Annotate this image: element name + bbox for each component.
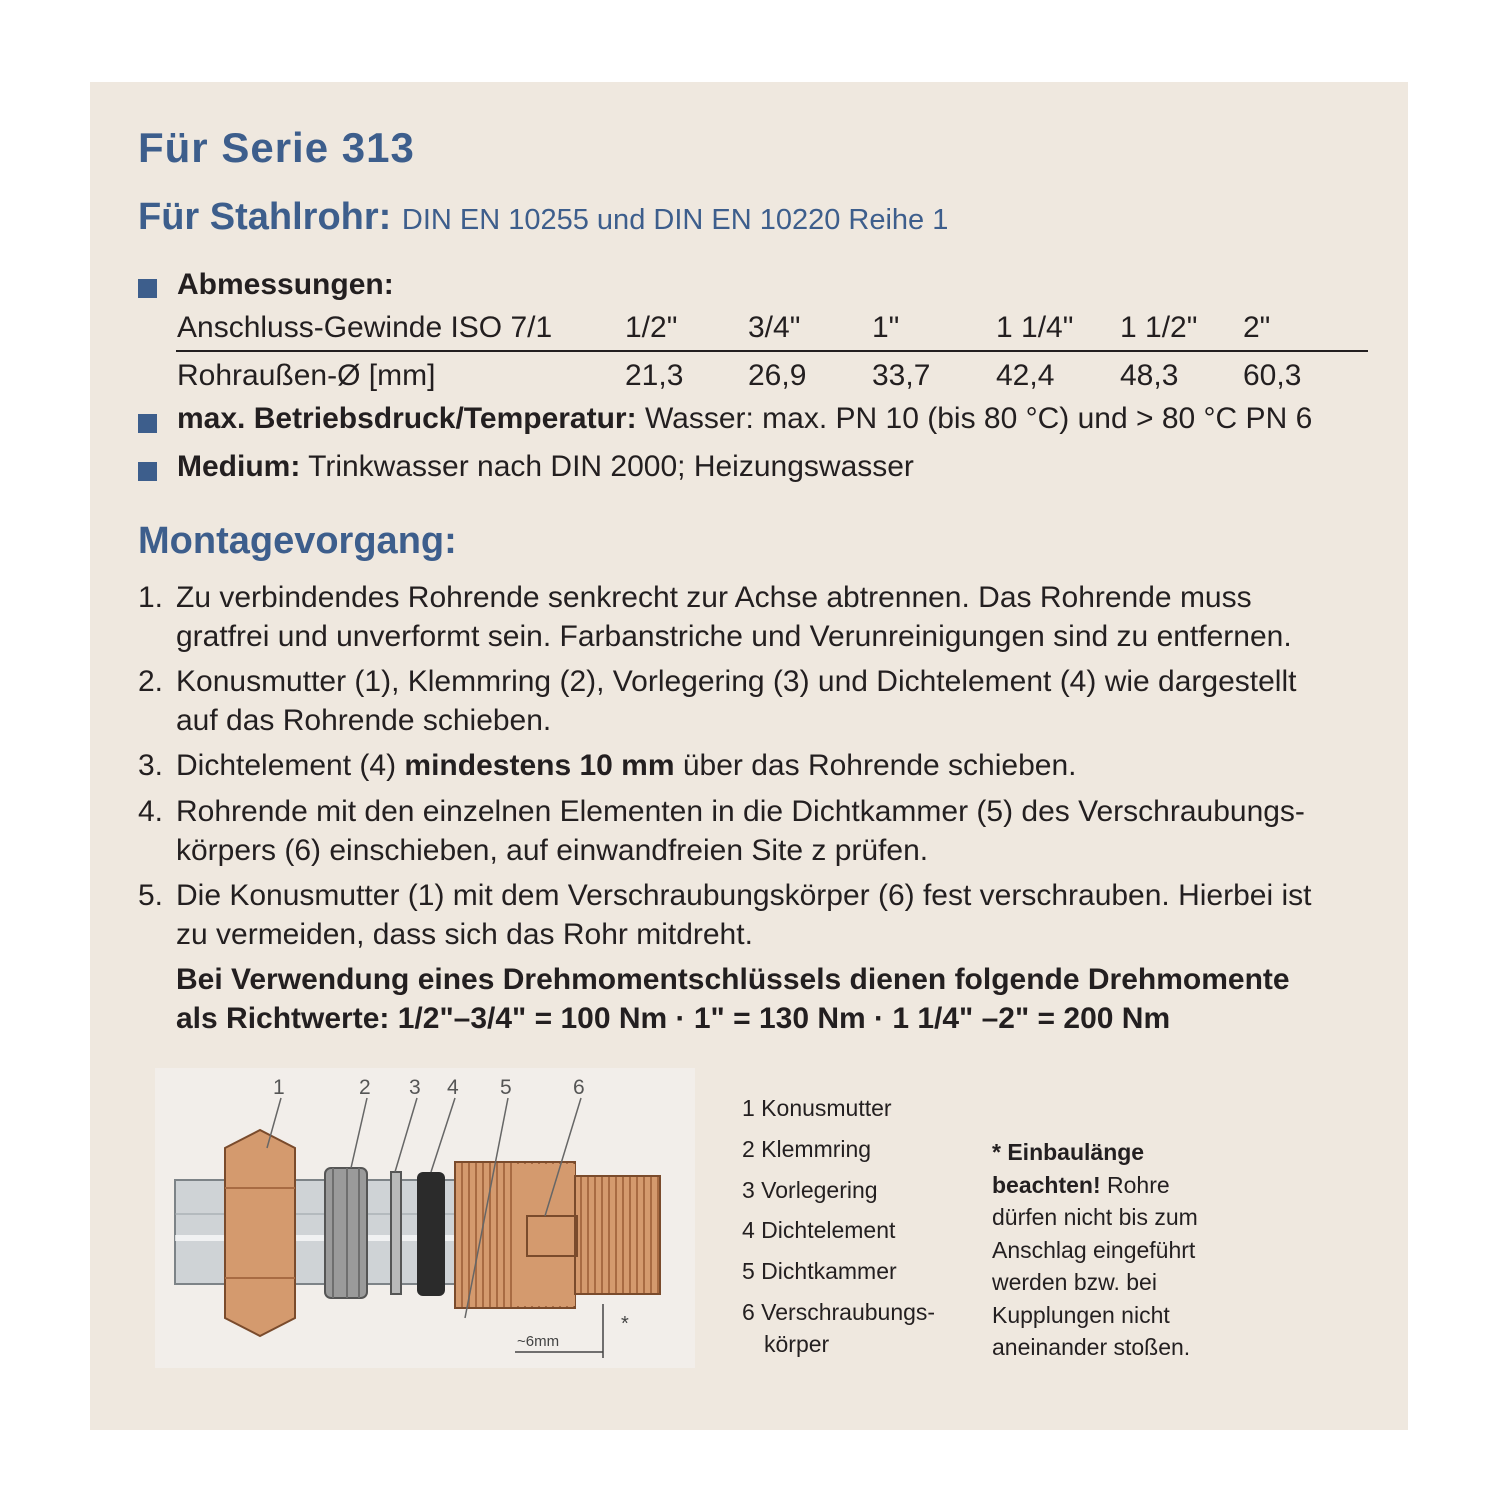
page-title: Für Serie 313 (138, 124, 415, 171)
torque-line: als Richtwerte: 1/2"–3/4" = 100 Nm · 1" = 130 Nm · 1 1/4" –2" = 200 Nm (176, 1002, 1171, 1035)
subtitle (138, 196, 948, 239)
step-number: 5. (138, 879, 164, 912)
note-line: Anschlag eingeführt (992, 1236, 1196, 1263)
dimension-label: ~6mm (517, 1333, 560, 1350)
step-text: auf das Rohrende schieben. (176, 704, 552, 737)
thread-size: 1" (872, 311, 900, 344)
step-number: 2. (138, 665, 164, 698)
medium-value: Trinkwasser nach DIN 2000; Heizungswasser (308, 450, 914, 483)
bullet-square-icon (138, 462, 157, 481)
note-line: * Einbaulänge (992, 1139, 1145, 1165)
legend-item: 3 Vorlegering (742, 1177, 878, 1203)
pre-ring (391, 1172, 401, 1294)
note-text: Rohre (1100, 1171, 1170, 1198)
step-text: gratfrei und unverformt sein. Farbanstriche und Verunreinigungen sind zu entfernen. (176, 620, 1292, 653)
thread-size: 1 1/4" (996, 311, 1074, 344)
diameter-value: 42,4 (996, 359, 1055, 392)
dimensions-label: Abmessungen: (177, 268, 394, 301)
pressure-spec (177, 402, 1312, 436)
diameter-value: 48,3 (1120, 359, 1179, 392)
diameter-value: 33,7 (872, 359, 931, 392)
step-text: über das Rohrende schieben. (674, 749, 1077, 782)
note-line: aneinander stoßen. (992, 1334, 1191, 1360)
step-number: 3. (138, 749, 164, 782)
torque-line: Bei Verwendung eines Drehmomentschlüssels dienen folgende Drehmomente (176, 963, 1290, 996)
step-text: Die Konusmutter (1) mit dem Verschraubungskörper (6) fest verschrauben. Hierbei ist (176, 879, 1312, 912)
fitting-body-outlet (575, 1176, 660, 1294)
fitting-body-hex (515, 1164, 575, 1306)
step-number: 4. (138, 795, 164, 828)
note-emphasis: beachten! (992, 1171, 1101, 1198)
part-number: 5 (500, 1076, 512, 1099)
step-text: Konusmutter (1), Klemmring (2), Vorlegering (3) und Dichtelement (4) wie dargestellt (176, 665, 1297, 698)
diameter-value: 26,9 (748, 359, 807, 392)
part-number: 6 (573, 1076, 585, 1099)
thread-size: 1/2" (625, 311, 678, 344)
table-divider (176, 350, 1368, 352)
pressure-value: Wasser: max. PN 10 (bis 80 °C) und > 80 °C PN 6 (644, 402, 1313, 435)
sealing-element (417, 1172, 445, 1296)
step-text: Zu verbindendes Rohrende senkrecht zur Achse abtrennen. Das Rohrende muss (176, 581, 1252, 614)
part-number: 4 (447, 1076, 459, 1099)
subtitle-standards: DIN EN 10255 und DIN EN 10220 Reihe 1 (401, 204, 949, 236)
installation-note (992, 1136, 1198, 1364)
step-text: körpers (6) einschieben, auf einwandfreien Site z prüfen. (176, 834, 929, 867)
medium-label: Medium: (177, 450, 301, 483)
step-text: zu vermeiden, dass sich das Rohr mitdreht. (176, 918, 753, 951)
note-line: dürfen nicht bis zum (992, 1204, 1198, 1230)
legend-item: 5 Dichtkammer (742, 1258, 897, 1284)
legend-item-cont: körper (764, 1331, 830, 1357)
dimension-asterisk: * (621, 1313, 629, 1335)
subtitle-label: Für Stahlrohr: (138, 196, 392, 238)
step-number: 1. (138, 581, 164, 614)
thread-label: Anschluss-Gewinde ISO 7/1 (177, 311, 553, 344)
thread-size: 2" (1243, 311, 1271, 344)
legend-item: 6 Verschraubungs- (742, 1299, 936, 1325)
part-number: 1 (273, 1076, 285, 1099)
pressure-label: max. Betriebsdruck/Temperatur: (177, 402, 637, 435)
fitting-diagram (155, 1068, 695, 1368)
part-number: 3 (409, 1076, 421, 1099)
note-line: werden bzw. bei (992, 1269, 1157, 1295)
diameter-label: Rohraußen-Ø [mm] (177, 359, 436, 392)
step-emphasis: mindestens 10 mm (404, 749, 675, 782)
note-line: Kupplungen nicht (992, 1301, 1170, 1328)
step-text: Rohrende mit den einzelnen Elementen in die Dichtkammer (5) des Verschraubungs- (176, 795, 1305, 828)
diameter-value: 60,3 (1243, 359, 1302, 392)
part-number: 2 (359, 1076, 371, 1099)
torque-values (176, 960, 1290, 1038)
diameter-value: 21,3 (625, 359, 684, 392)
bullet-square-icon (138, 414, 157, 433)
legend-item: 1 Konusmutter (742, 1095, 892, 1121)
medium-spec (177, 450, 914, 484)
thread-size: 3/4" (748, 311, 801, 344)
note-line (992, 1169, 1198, 1202)
thread-size: 1 1/2" (1120, 311, 1198, 344)
assembly-heading: Montagevorgang: (138, 520, 457, 562)
bullet-square-icon (138, 279, 157, 298)
legend-item: 4 Dichtelement (742, 1217, 896, 1243)
legend-item: 2 Klemmring (742, 1136, 872, 1162)
step-text: Dichtelement (4) (176, 749, 405, 782)
cone-nut (225, 1130, 295, 1336)
